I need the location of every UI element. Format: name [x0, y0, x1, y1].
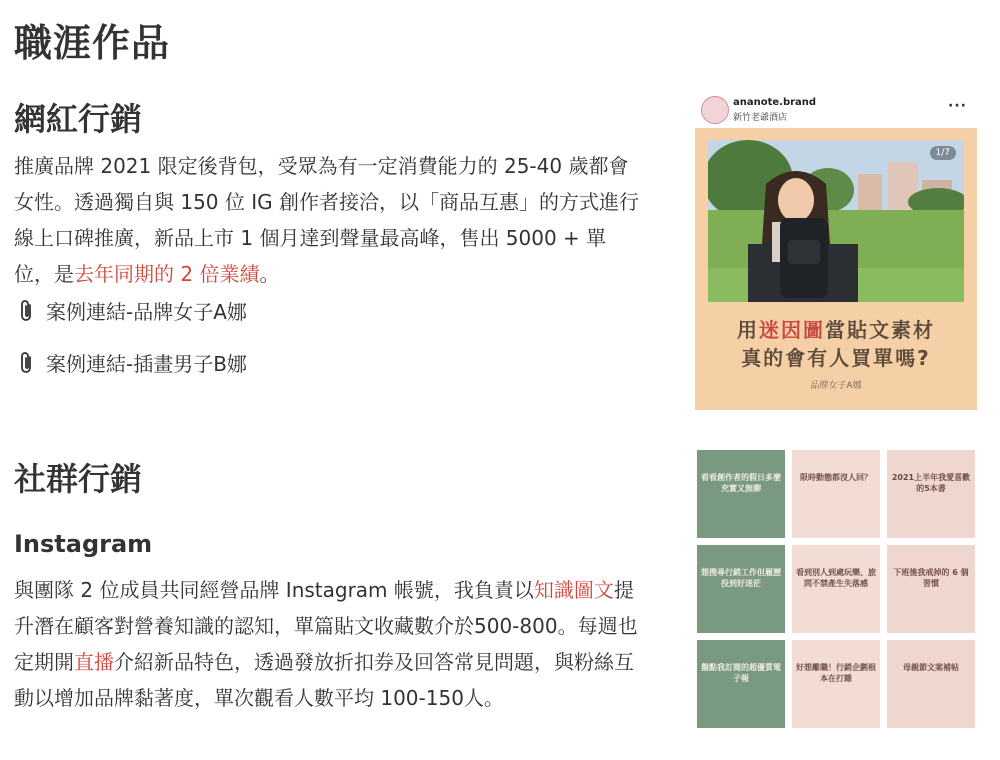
- community-highlight-live: 直播: [74, 650, 114, 674]
- instagram-post-grid: [697, 450, 976, 729]
- community-description: [14, 572, 644, 716]
- section-heading-community: 社群行銷: [14, 460, 143, 498]
- section-heading-influencer: 網紅行銷: [14, 100, 143, 138]
- tile-caption: 下班後我戒掉的 6 個習慣: [893, 568, 969, 588]
- grid-post-tile[interactable]: [697, 450, 785, 538]
- instagram-post-card[interactable]: [695, 92, 977, 410]
- tile-caption: 限時動態都沒人回？: [800, 473, 872, 482]
- influencer-highlight: 去年同期的 2 倍業績: [74, 262, 260, 286]
- community-text: 與團隊 2 位成員共同經營品牌 Instagram 帳號，我負責以: [14, 578, 534, 602]
- influencer-text: 推廣品牌 2021 限定後背包，受眾為有一定消費能力的 25-40 歲都會女性。透過獨自與 150 位 IG 創作者接洽，以「商品互惠」的方式進行線上口碑推廣，新品上市 1 個月達到聲量最高峰，售出 5000 + 單位，是: [14, 154, 639, 286]
- community-highlight-knowledge: 知識圖文: [533, 578, 614, 602]
- post-brand-tag: 品牌女子A娜: [810, 381, 862, 391]
- more-options-icon[interactable]: ···: [948, 98, 967, 114]
- case-link-brand-a[interactable]: [16, 296, 247, 325]
- image-counter: 1/7: [930, 146, 956, 160]
- grid-post-tile[interactable]: [697, 640, 785, 728]
- avatar[interactable]: [701, 96, 729, 124]
- grid-post-tile[interactable]: [887, 640, 975, 728]
- community-text: 提升潛在顧客對營養知識的認知，單篇貼文收藏數介於500-800。每週也定期開: [14, 578, 638, 674]
- page-title: 職涯作品: [14, 21, 171, 65]
- tile-caption: 看看創作者的假日多麼充實又無聊: [701, 473, 781, 493]
- grid-post-tile[interactable]: [792, 545, 880, 633]
- tile-caption: 看到別人到處玩樂、旅問不禁產生失落感: [796, 568, 876, 588]
- tile-caption: 盤點我訂閱的超優質電子報: [701, 663, 781, 683]
- subheading-instagram: Instagram: [14, 530, 153, 558]
- post-header: [695, 92, 977, 128]
- grid-post-tile[interactable]: [697, 545, 785, 633]
- tile-caption: 2021上半年我愛喜歡的5本書: [891, 473, 971, 493]
- headline-text: 用: [737, 318, 759, 342]
- case-link-illustration-b[interactable]: [16, 348, 247, 377]
- community-text: 介紹新品特色，透過發放折扣券及回答常見問題，與粉絲互動以增加品牌黏著度，單次觀看人數平均 100-150人。: [14, 650, 634, 710]
- case-link-label[interactable]: 案例連結-品牌女子A娜: [46, 300, 247, 324]
- influencer-description: [14, 148, 644, 292]
- post-location[interactable]: 新竹老爺酒店: [733, 113, 788, 123]
- paperclip-icon: [16, 350, 38, 376]
- paperclip-icon: [16, 298, 38, 324]
- account-name[interactable]: ananote.brand: [733, 97, 817, 108]
- headline-accent: 迷因圖: [759, 318, 825, 342]
- tile-caption: 好想離職！行銷企劃根本在打雜: [796, 663, 876, 683]
- post-photo: [708, 140, 964, 302]
- headline-text: 當貼文素材: [825, 318, 935, 342]
- grid-post-tile[interactable]: [887, 450, 975, 538]
- grid-post-tile[interactable]: [792, 450, 880, 538]
- post-headline-line2: 真的會有人買單嗎?: [741, 346, 931, 370]
- influencer-text-end: 。: [259, 262, 280, 286]
- photo-scene: [708, 140, 964, 302]
- case-link-label[interactable]: 案例連結-插畫男子B娜: [46, 352, 247, 376]
- tile-caption: 母親節文案補帖: [903, 663, 959, 672]
- grid-post-tile[interactable]: [792, 640, 880, 728]
- post-headline-line1: [695, 314, 977, 343]
- tile-caption: 想搜尋行銷工作但履歷投到好迷茫: [701, 568, 781, 588]
- grid-post-tile[interactable]: [887, 545, 975, 633]
